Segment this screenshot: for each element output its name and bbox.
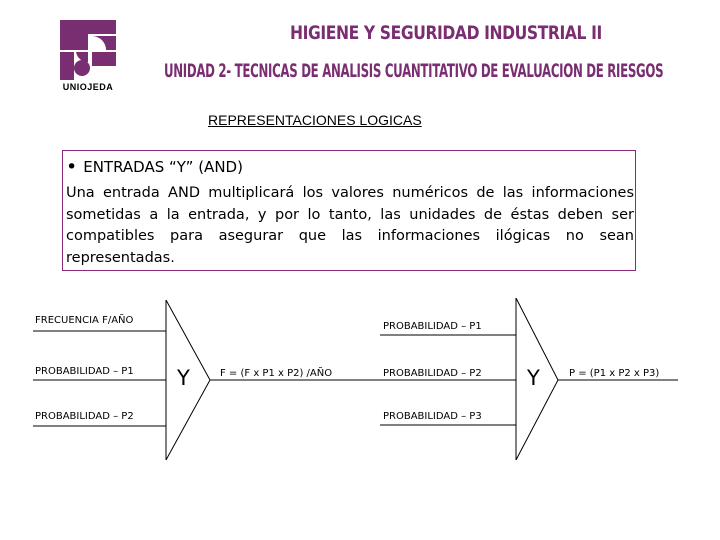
- definition-paragraph: Una entrada AND multiplicará los valores numéricos de las informaciones sometidas a la entrada, y por lo tanto, las unidades de éstas deben ser compatibles para asegurar que las informaciones ilógicas no sean representadas.: [66, 185, 634, 266]
- gate2-input-label-1: PROBABILIDAD – P1: [383, 321, 482, 332]
- section-title: REPRESENTACIONES LOGICAS: [208, 112, 422, 128]
- gate2-input-label-2: PROBABILIDAD – P2: [383, 368, 482, 379]
- bullet-heading-text: ENTRADAS “Y” (AND): [83, 158, 243, 176]
- gate1-input-label-2: PROBABILIDAD – P1: [35, 366, 134, 377]
- unit-title: UNIDAD 2- TECNICAS DE ANALISIS CUANTITATIVO DE EVALUACION DE RIESGOS: [164, 60, 664, 82]
- bullet-icon: •: [66, 156, 78, 178]
- gate2-symbol: Y: [527, 366, 540, 390]
- bullet-heading: [66, 156, 243, 178]
- gate1-output-label: F = (F x P1 x P2) /AÑO: [220, 368, 333, 379]
- gate2-input-label-3: PROBABILIDAD – P3: [383, 411, 482, 422]
- gate1-input-label-3: PROBABILIDAD – P2: [35, 411, 134, 422]
- gate1-input-label-1: FRECUENCIA F/AÑO: [35, 315, 134, 326]
- course-title: HIGIENE Y SEGURIDAD INDUSTRIAL II: [290, 22, 602, 44]
- logo-text: UNIOJEDA: [62, 82, 114, 92]
- gate1-symbol: Y: [177, 366, 190, 390]
- gate2-output-label: P = (P1 x P2 x P3): [569, 368, 660, 379]
